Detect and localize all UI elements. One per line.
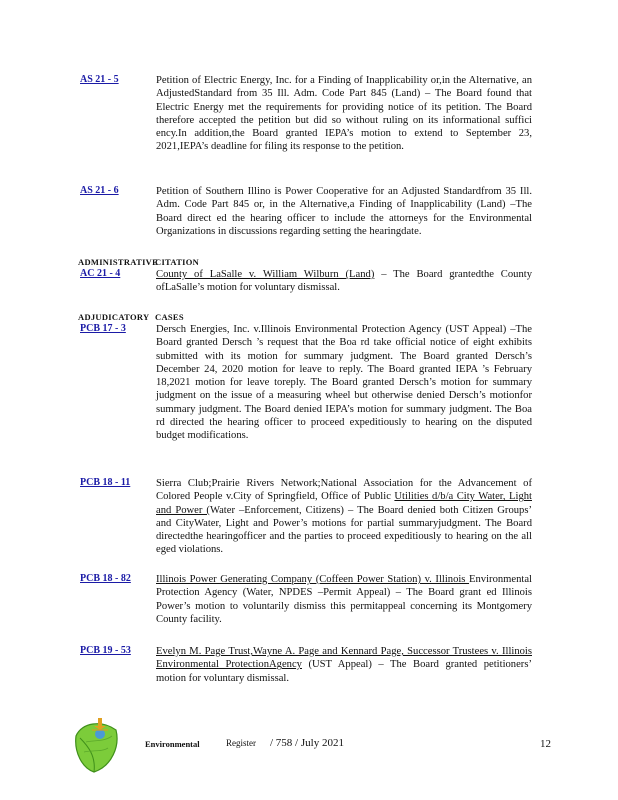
page-footer (0, 738, 618, 778)
case-caption-lead: Sierra Club;Prairie Rivers Network;National Association for the Advancement of Colored People v.City of Springfield, Office of Public (156, 478, 532, 503)
entry-description (156, 573, 532, 626)
case-caption: Evelyn M. Page Trust,Wayne A. Page and Kennard Page, Successor Trustees v. Illinois Environmental ProtectionAgency (156, 646, 532, 671)
section-label: ADMINISTRATIVE (78, 257, 159, 267)
footer-publication-name: Environmental (145, 739, 200, 749)
case-caption: Utilities d/b/a City Water, Light and Power ( (156, 491, 532, 516)
entry-description (156, 268, 532, 295)
case-caption: County of LaSalle v. William Wilburn (Land) (156, 269, 375, 280)
footer-issue: / 758 / July 2021 (270, 737, 344, 749)
entry-description (156, 645, 532, 685)
case-caption: Illinois Power Generating Company (Coffeen Power Station) v. Illinois (156, 574, 470, 585)
section-sub-label: CITATION (155, 257, 200, 267)
footer-register-label: Register (226, 738, 256, 748)
entry-text: Environmental Protection Agency (Water, NPDES –Permit Appeal) – The Board grant ed Illinois Power’s motion to voluntarily dismiss this permitappeal concerning its Montgomery County facility. (156, 574, 532, 625)
docket-link[interactable]: AC 21 - 4 (80, 268, 121, 279)
entry-description (156, 477, 532, 557)
section-label: ADJUDICATORY (78, 312, 150, 322)
entry-text: (UST Appeal) – The Board granted petitioners’ motion for voluntary dismissal. (156, 659, 532, 684)
docket-link[interactable]: PCB 18 - 11 (80, 477, 131, 488)
leaf-logo-icon (72, 716, 122, 774)
section-heading-adjudicatory (78, 312, 184, 322)
docket-link[interactable]: AS 21 - 5 (80, 74, 119, 85)
docket-link[interactable]: PCB 19 - 53 (80, 645, 131, 656)
entry-description: Petition of Southern Illino is Power Cooperative for an Adjusted Standardfrom 35 Ill. Adm. Code Part 845 or, in the Alternative,a Finding of Inapplicability (Land) –The Board direct ed the hearing officer to include the attorneys for the Environmental Organizations in discussions regarding setting the hearingdate. (156, 186, 532, 237)
entry-description: Petition of Electric Energy, Inc. for a Finding of Inapplicability or,in the Alternative, an AdjustedStandard from 35 Ill. Adm. Code Part 845 (Land) – The Board found that Electric Energy met the requirements for providing notice of its petition. The Board therefore accepted the petition but did so without ruling on its informational suffici ency.In addition,the Board granted IEPA’s motion to extend to September 23, 2021,IEPA’s deadline for filing its response to the petition. (156, 75, 532, 153)
section-sub-label: CASES (155, 312, 184, 322)
entry-description: Dersch Energies, Inc. v.Illinois Environmental Protection Agency (UST Appeal) –The Board granted Dersch ’s request that the Boa rd take official notice of eight exhibits submitted with its motion for summary judgment. The Board granted Dersch’s December 24, 2020 motion for leave to reply. The Board granted IEPA ’s February 18,2021 motion for leave toreply. The Board granted Dersch’s motion for summary judgment on the issue of a measuring wheel but otherwise denied Dersch’s motionfor summary judgment. The Board denied IEPA’s motion for summary judgment. The Boa rd directed the hearing officer to proceed expeditiously to hearing on the disputed budget modifications. (156, 324, 532, 442)
docket-link[interactable]: AS 21 - 6 (80, 185, 119, 196)
docket-link[interactable]: PCB 17 - 3 (80, 323, 126, 334)
docket-link[interactable]: PCB 18 - 82 (80, 573, 131, 584)
entry-text: – The Board grantedthe County ofLaSalle’s motion for voluntary dismissal. (156, 269, 532, 294)
entry-text: Water –Enforcement, Citizens) – The Board denied both Citizen Groups’ and CityWater, Light and Power’s motions for partial summaryjudgment. The Board directedthe hearingofficer and the parties to proceed expeditiously to hearing on the all eged violations. (156, 504, 532, 556)
page-number: 12 (540, 738, 551, 750)
section-heading-administrative (78, 257, 200, 267)
